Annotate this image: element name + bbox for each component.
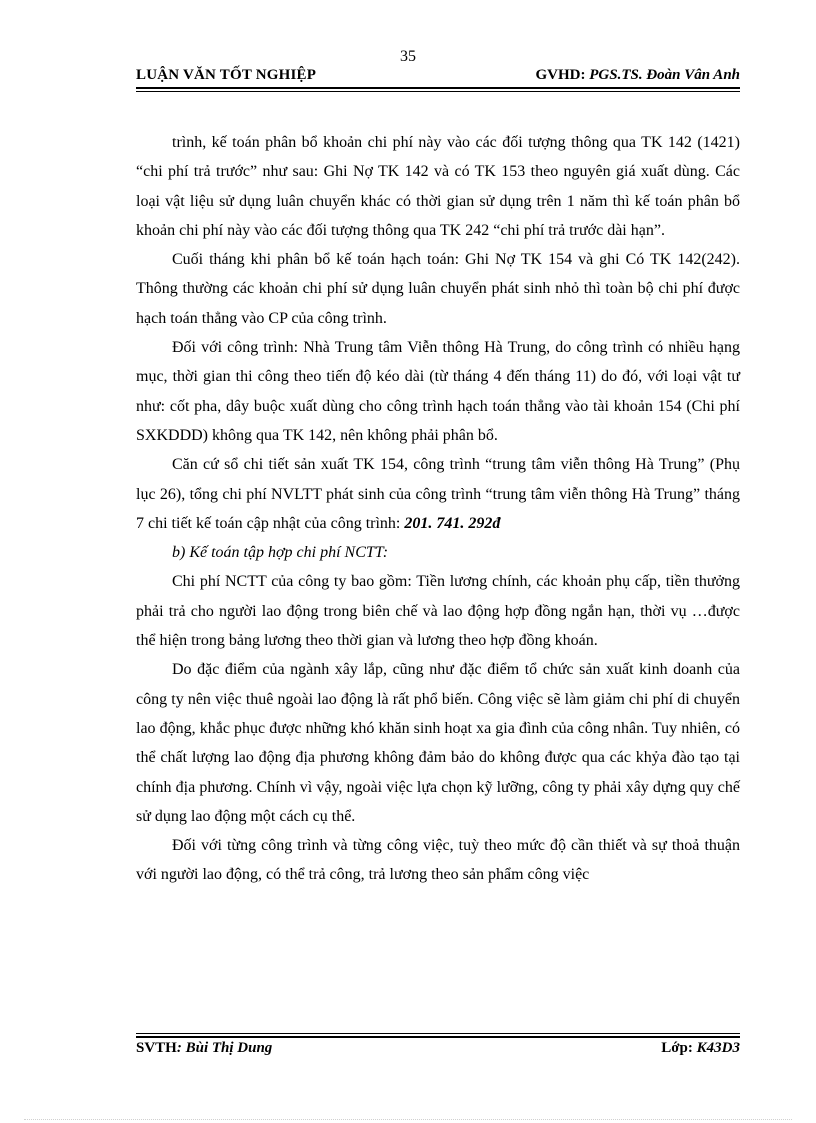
footer-rule-thick — [136, 1036, 740, 1038]
supervisor — [536, 67, 741, 84]
paragraph: Đối với công trình: Nhà Trung tâm Viễn thông Hà Trung, do công trình có nhiều hạng mục, thời gian thi công theo tiến độ kéo dài (từ tháng 4 đến tháng 11) do đó, với loại vật tư như: cốt pha, dây buộc xuất dùng cho công trình hạch toán thẳng vào tài khoản 154 (Chi phí SXKDDD) không qua TK 142, nên không phải phân bổ. — [136, 339, 740, 444]
supervisor-label: GVHD: — [535, 67, 590, 83]
paragraph-text: Căn cứ sổ chi tiết sản xuất TK 154, công trình “trung tâm viễn thông Hà Trung” (Phụ lục 26), tổng chi phí NVLTT phát sinh của công trình “trung tâm viễn thông Hà Trung” tháng 7 chi tiết kế toán cập nhật của công trình: — [136, 456, 740, 532]
page-edge — [24, 1119, 792, 1120]
total-amount: 201. 741. 292đ — [404, 514, 501, 532]
paragraph: Đối với từng công trình và từng công việc, tuỳ theo mức độ cần thiết và sự thoả thuận với người lao động, có thể trả công, trả lương theo sản phẩm công việc — [136, 837, 740, 884]
paragraph: trình, kế toán phân bổ khoản chi phí này vào các đối tượng thông qua TK 142 (1421) “chi phí trả trước” như sau: Ghi Nợ TK 142 và có TK 153 theo nguyên giá xuất dùng. Các loại vật liệu sử dụng luân chuyển khác có thời gian sử dụng trên 1 năm thì kế toán phân bổ khoản chi phí này vào các đối tượng thông qua TK 242 “chi phí trả trước dài hạn”. — [136, 134, 740, 239]
body-text — [136, 128, 740, 890]
student-label: SVTH — [136, 1040, 177, 1056]
section-heading: b) Kế toán tập hợp chi phí NCTT: — [172, 544, 389, 562]
page-footer — [136, 1040, 740, 1062]
footer-rule-thin — [136, 1033, 740, 1034]
student-name: : Bùi Thị Dung — [176, 1040, 273, 1056]
header-rule-thick — [136, 87, 740, 89]
paragraph: Chi phí NCTT của công ty bao gồm: Tiền lương chính, các khoản phụ cấp, tiền thưởng phải trả cho người lao động trong biên chế và lao động hợp đồng ngắn hạn, thời vụ …được thể hiện trong bảng lương theo thời gian và lương theo hợp đồng khoán. — [136, 573, 740, 650]
supervisor-name: PGS.TS. Đoàn Vân Anh — [589, 67, 740, 83]
class-info — [661, 1040, 740, 1057]
header-rule-thin — [136, 91, 740, 92]
paragraph: Do đặc điểm của ngành xây lắp, cũng như đặc điểm tổ chức sản xuất kinh doanh của công ty nên việc thuê ngoài lao động là rất phổ biến. Công việc sẽ làm giảm chi phí di chuyển lao động, khắc phục được những khó khăn sinh hoạt xa gia đình của công nhân. Tuy nhiên, có thể chất lượng lao động địa phương không đảm bảo do không được qua các khỷa đào tạo tại chính địa phương. Chính vì vậy, ngoài việc lựa chọn kỹ lưỡng, công ty phải xây dựng quy chế sử dụng lao động một cách cụ thể. — [136, 661, 740, 825]
class-label: Lớp: — [661, 1040, 697, 1056]
page-header — [136, 67, 740, 89]
paragraph: Cuối tháng khi phân bổ kế toán hạch toán: Ghi Nợ TK 154 và ghi Có TK 142(242). Thông thường các khoản chi phí sử dụng luân chuyển phát sinh nhỏ thì toàn bộ chi phí được hạch toán thẳng vào CP của công trình. — [136, 251, 740, 327]
thesis-title: LUẬN VĂN TỐT NGHIỆP — [136, 67, 317, 83]
student — [136, 1040, 272, 1057]
page-number: 35 — [400, 48, 416, 65]
class-name: K43D3 — [696, 1040, 740, 1056]
paragraph — [136, 450, 740, 538]
